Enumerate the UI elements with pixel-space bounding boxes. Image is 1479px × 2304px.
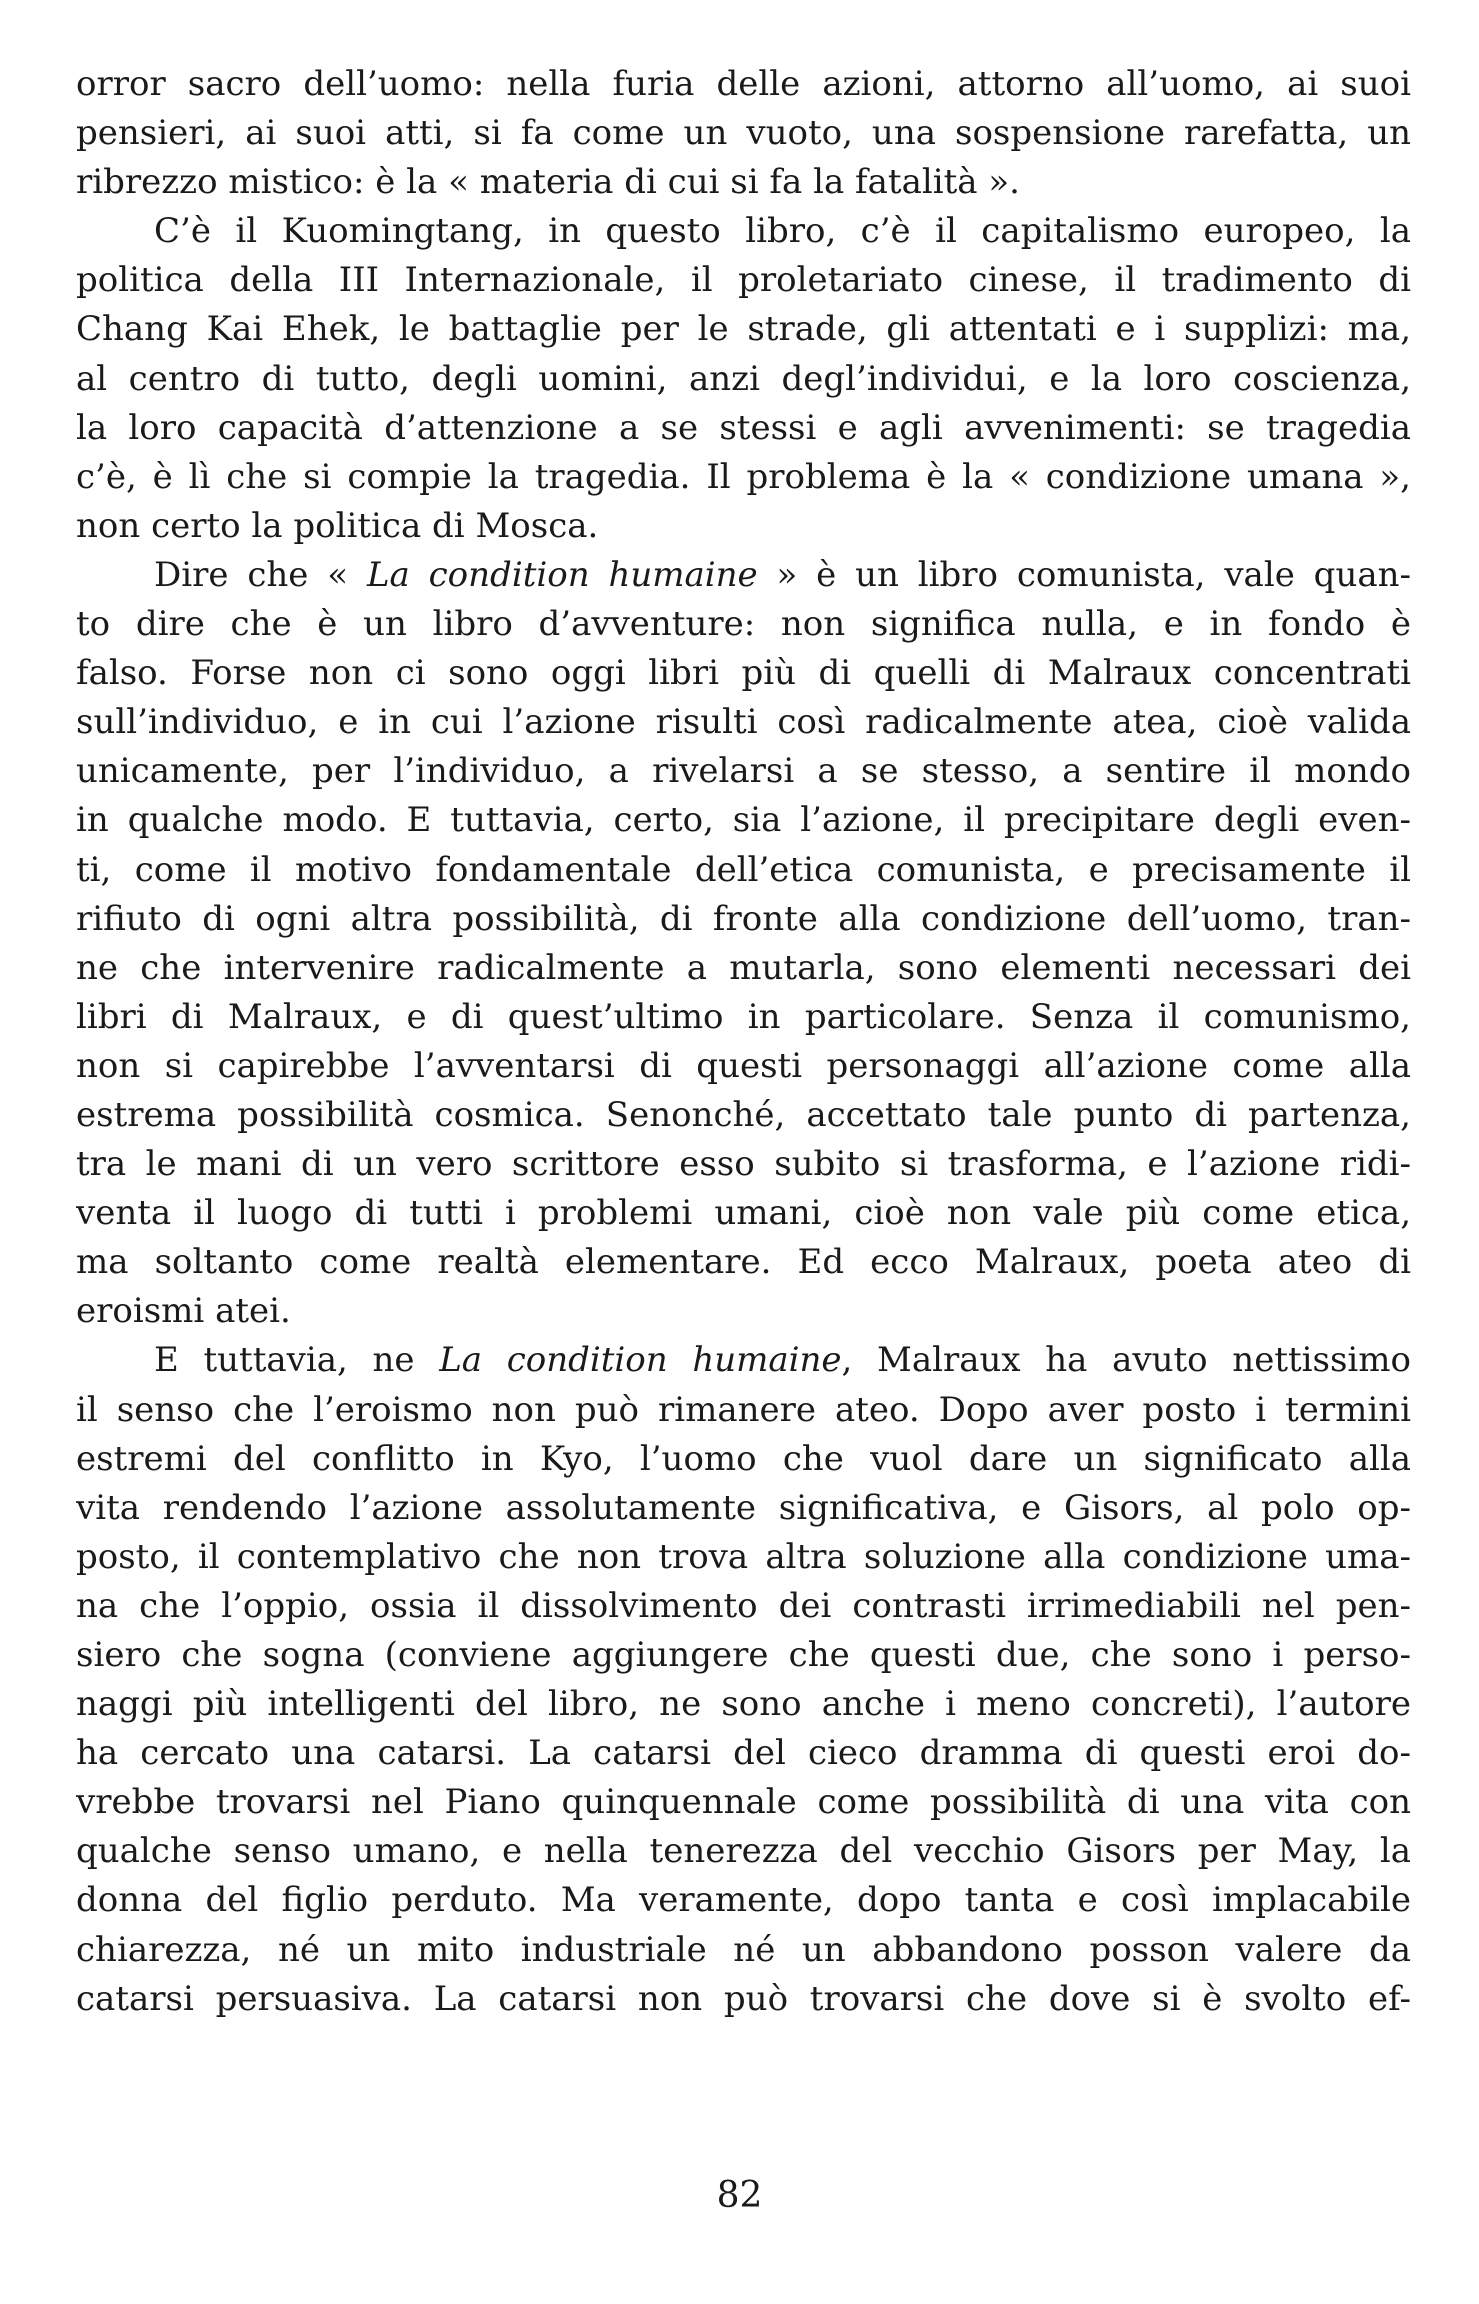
text-line: unicamente, per l’individuo, a rivelarsi a se stesso, a sentire il mondo	[76, 751, 1411, 792]
text-line: c’è, è lì che si compie la tragedia. Il problema è la « condizione umana »,	[76, 456, 1411, 497]
text-line: orror sacro dell’uomo: nella furia delle azioni, attorno all’uomo, ai suoi	[76, 64, 1411, 104]
text-line: siero che sogna (conviene aggiungere che questi due, che sono i perso-	[76, 1635, 1411, 1675]
text-line: politica della III Internazionale, il proletariato cinese, il tradimento di	[76, 260, 1411, 301]
text-line: falso. Forse non ci sono oggi libri più di quelli di Malraux concentrati	[76, 653, 1411, 694]
text-line: na che l’oppio, ossia il dissolvimento dei contrasti irrimediabili nel pen-	[76, 1585, 1411, 1626]
book-title: La condition humaine	[366, 554, 758, 595]
text-line: to dire che è un libro d’avventure: non significa nulla, e in fondo è	[76, 604, 1411, 645]
text-line: sull’individuo, e in cui l’azione risulti così radicalmente atea, cioè valida	[76, 702, 1411, 743]
text-line: C’è il Kuomingtang, in questo libro, c’è il capitalismo europeo, la	[154, 211, 1411, 252]
text-line: libri di Malraux, e di quest’ultimo in particolare. Senza il comunismo,	[76, 996, 1411, 1037]
text-line: qualche senso umano, e nella tenerezza del vecchio Gisors per May, la	[76, 1831, 1411, 1872]
text-line: ma soltanto come realtà elementare. Ed ecco Malraux, poeta ateo di	[76, 1242, 1411, 1283]
text-line: vrebbe trovarsi nel Piano quinquennale come possibilità di una vita con	[76, 1782, 1411, 1823]
text-line: rifiuto di ogni altra possibilità, di fronte alla condizione dell’uomo, tran-	[76, 898, 1411, 939]
text-line: non certo la politica di Mosca.	[76, 505, 599, 546]
text-line: non si capirebbe l’avventarsi di questi personaggi all’azione come alla	[76, 1045, 1411, 1086]
text-line: il senso che l’eroismo non può rimanere ateo. Dopo aver posto i termini	[76, 1389, 1411, 1430]
text-line: ne che intervenire radicalmente a mutarla, sono elementi necessari dei	[76, 947, 1411, 988]
text-line: catarsi persuasiva. La catarsi non può trovarsi che dove si è svolto ef-	[76, 1978, 1411, 2019]
text-line: pensieri, ai suoi atti, si fa come un vuoto, una sospensione rarefatta, un	[76, 113, 1411, 154]
text-line: posto, il contemplativo che non trova altra soluzione alla condizione uma-	[76, 1536, 1411, 1577]
page-number: 82	[716, 2175, 763, 2216]
body-text	[76, 60, 1411, 2024]
text-line: la loro capacità d’attenzione a se stessi e agli avvenimenti: se tragedia	[76, 407, 1411, 448]
text-line: chiarezza, né un mito industriale né un abbandono posson valere da	[76, 1929, 1411, 1970]
text-line: tra le mani di un vero scrittore esso subito si trasforma, e l’azione ridi-	[76, 1144, 1411, 1185]
text-line: al centro di tutto, degli uomini, anzi degl’individui, e la loro coscienza,	[76, 358, 1411, 399]
text-line: vita rendendo l’azione assolutamente significativa, e Gisors, al polo op-	[76, 1487, 1411, 1528]
text-line: eroismi atei.	[76, 1291, 291, 1332]
text-line: E tuttavia, ne La condition humaine, Malraux ha avuto nettissimo	[154, 1340, 1411, 1381]
text-line: Chang Kai Ehek, le battaglie per le strade, gli attentati e i supplizi: ma,	[76, 309, 1411, 350]
text-line: estremi del conflitto in Kyo, l’uomo che vuol dare un significato alla	[76, 1438, 1411, 1479]
text-line: in qualche modo. E tuttavia, certo, sia l’azione, il precipitare degli even-	[76, 800, 1411, 841]
text-line: ti, come il motivo fondamentale dell’etica comunista, e precisamente il	[76, 849, 1411, 890]
text-line: ribrezzo mistico: è la « materia di cui si fa la fatalità ».	[76, 162, 1020, 203]
text-line: donna del figlio perduto. Ma veramente, dopo tanta e così implacabile	[76, 1880, 1411, 1921]
text-line: naggi più intelligenti del libro, ne sono anche i meno concreti), l’autore	[76, 1684, 1411, 1725]
text-line: estrema possibilità cosmica. Senonché, accettato tale punto di partenza,	[76, 1094, 1411, 1135]
text-line: ha cercato una catarsi. La catarsi del cieco dramma di questi eroi do-	[76, 1733, 1411, 1774]
text-line: Dire che « La condition humaine » è un libro comunista, vale quan-	[154, 554, 1411, 595]
book-title: La condition humaine	[439, 1340, 842, 1381]
text-line: venta il luogo di tutti i problemi umani, cioè non vale più come etica,	[76, 1193, 1411, 1234]
